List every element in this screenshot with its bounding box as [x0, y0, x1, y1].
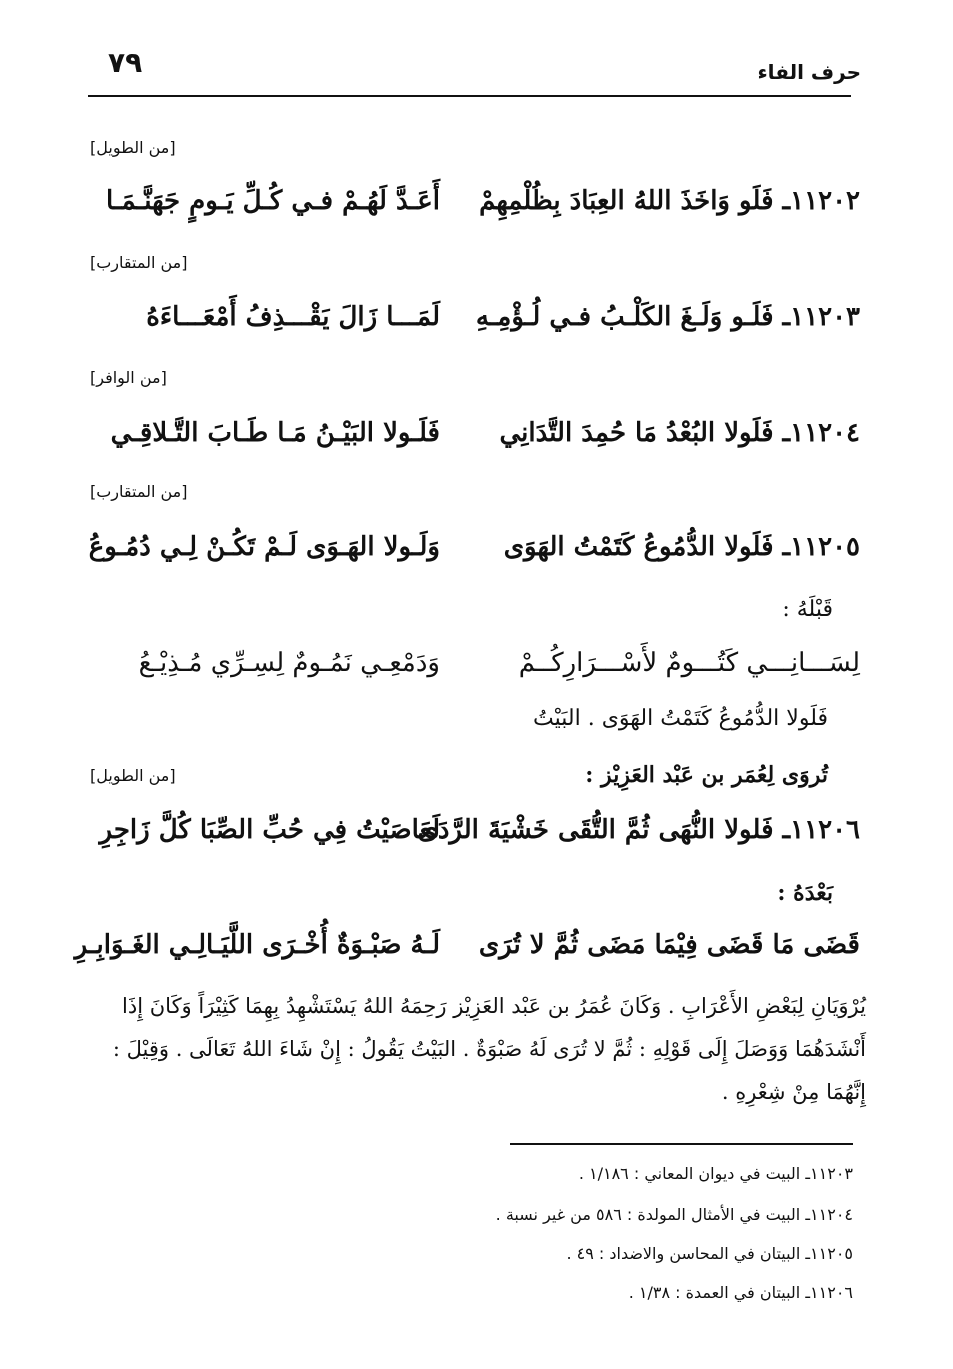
verse-second-hemistich: أَعَـدَّ لَهُـمْ فـي كُـلِّ يَـومٍ جَهَنَّـمَـا: [106, 186, 440, 216]
verse-second-hemistich: وَلَـولا الهَـوَى لَـمْ تَكُـنْ لِـي دُمُـوعُ: [88, 532, 440, 562]
meter-label: [من الوافر]: [90, 368, 167, 387]
badahu-label: بَعْدَهُ :: [777, 880, 833, 906]
attribution-line: تُروَى لِعُمَر بن عَبْد العَزِيْز :: [585, 762, 828, 788]
meter-label: [من المتقارب]: [90, 253, 188, 272]
verse-first-hemistich: ١١٢٠٢ـ فَلَو وَاخَذَ اللهُ العِبَادَ بِظُلْمِهِمْ: [479, 186, 860, 216]
header-divider: [88, 95, 851, 97]
verse-second-hemistich: وَدَمْعِـي نَمُـومٌ لِسِـرِّي مُـذِيْـعُ: [138, 648, 440, 678]
refrain-line: فَلَولا الدُّمُوعُ كَتَمْتُ الهَوَى . البَيْتُ: [533, 706, 828, 731]
verse-11206: [100, 815, 860, 865]
qablahu-verse: [100, 648, 860, 698]
footnote-11205: ١١٢٠٥ـ البيتان في المحاسن والاضداد : ٤٩ .: [566, 1244, 853, 1263]
verse-second-hemistich: لَعَاصَيْتُ فِي حُبِّ الصِّبَا كُلَّ زَاجِرِ: [99, 815, 440, 845]
verse-first-hemistich: ١١٢٠٥ـ فَلَولا الدُّمُوعُ كَتَمْتُ الهَوَى: [503, 532, 860, 562]
verse-second-hemistich: لَمَـــا زَالَ يَقْـــذِفُ أَمْعَـــاءَهُ: [146, 302, 440, 332]
verse-second-hemistich: لَـهُ صَبْـوَةٌ أُخْـرَى اللَّيَـالِـي الغَـوَابِـرِ: [74, 930, 440, 960]
footnote-11203: ١١٢٠٣ـ البيت في ديوان المعاني : ١/١٨٦ .: [578, 1164, 853, 1183]
verse-11204: [100, 418, 860, 468]
chapter-title: حرف الفاء: [757, 60, 861, 84]
verse-11203: [100, 302, 860, 352]
commentary-paragraph: يُرْوَيَانِ لِبَعْضِ الأَعْرَابِ . وَكَانَ عُمَرُ بن عَبْد العَزِيْز رَحِمَهُ اللهُ يَسْتَشْهِدُ بِهِمَا كَثِيْرَاً وَكَانَ إِذَا أَنْشَدَهُمَا وَوَصَلَ إِلَى قَوْلِهِ : ثُمَّ لا تُرَى لَهُ صَبْوَةٌ . البَيْتُ يَقُولُ : إِنْ شَاءَ اللهُ تَعَالَى . وَقِيْلَ : إِنَّهُمَا مِنْ شِعْرِهِ .: [112, 994, 866, 1104]
verse-second-hemistich: فَلَـولا البَيْـنُ مَـا طَـابَ التَّـلاقِـي: [110, 418, 440, 448]
page-number: ٧٩: [108, 46, 143, 79]
verse-first-hemistich: قَضَى مَا قَضَى فِيْمَا مَضَى ثُمَّ لا تُرَى: [478, 930, 860, 960]
footnote-11204: ١١٢٠٤ـ البيت في الأمثال المولدة : ٥٨٦ من غير نسبة .: [495, 1205, 853, 1224]
meter-label: [من الطويل]: [90, 138, 176, 157]
verse-11202: [100, 186, 860, 236]
verse-first-hemistich: ١١٢٠٦ـ فَلولا النُّهَى ثُمَّ التُّقَى خَشْيَةَ الرَّدَى: [417, 815, 860, 845]
badahu-verse: [74, 930, 860, 980]
meter-label: [من الطويل]: [90, 766, 176, 785]
qablahu-label: قَبْلَهُ :: [782, 597, 833, 622]
verse-first-hemistich: ١١٢٠٤ـ فَلَولا البُعْدُ مَا حُمِدَ التَّدَانِي: [499, 418, 860, 448]
verse-first-hemistich: لِسَـــانِـــي كَتُـــومٌ لأَسْـــرَارِكُــمْ: [518, 648, 860, 678]
verse-first-hemistich: ١١٢٠٣ـ فَلَـو وَلَـغَ الكَلْـبُ فـي لُـؤْمِـهِ: [475, 302, 860, 332]
footnote-11206: ١١٢٠٦ـ البيتان في العمدة : ١/٣٨ .: [628, 1283, 853, 1302]
footnote-divider: [510, 1143, 853, 1145]
verse-11205: [88, 532, 860, 582]
meter-label: [من المتقارب]: [90, 482, 188, 501]
